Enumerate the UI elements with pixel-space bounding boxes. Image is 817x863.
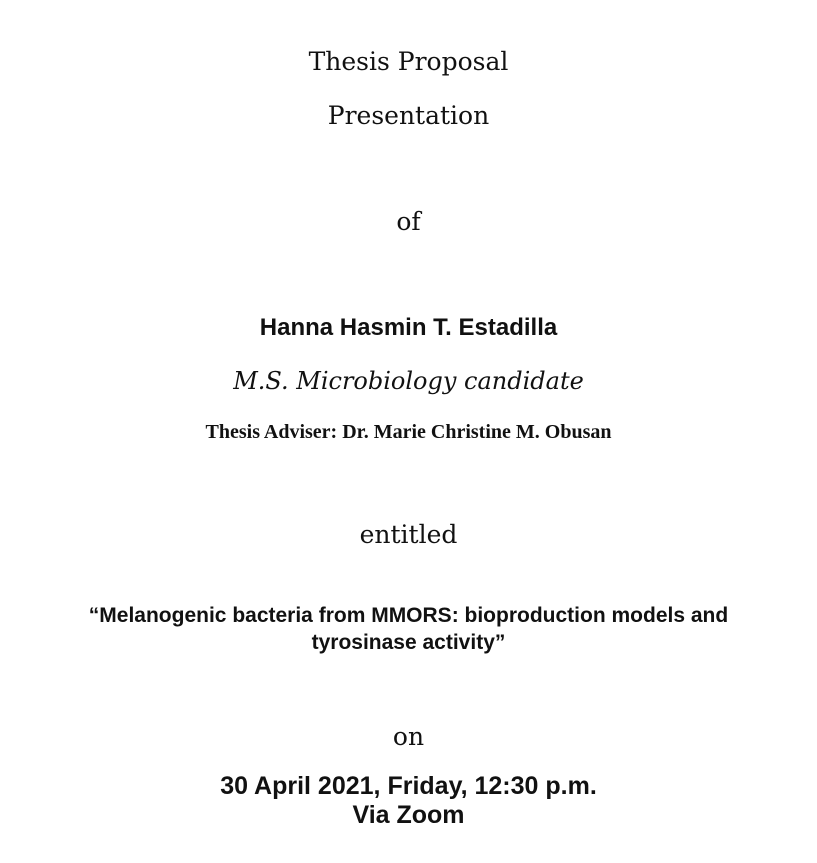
presentation-datetime: 30 April 2021, Friday, 12:30 p.m. <box>220 772 597 800</box>
connector-of: of <box>396 207 421 236</box>
heading-line-1: Thesis Proposal <box>308 47 509 76</box>
connector-on: on <box>392 722 425 751</box>
presentation-venue: Via Zoom <box>352 801 465 829</box>
thesis-adviser: Thesis Adviser: Dr. Marie Christine M. Obusan <box>205 421 612 443</box>
thesis-title: “Melanogenic bacteria from MMORS: bioproduction models and tyrosinase activity” <box>88 604 729 654</box>
presenter-program: M.S. Microbiology candidate <box>233 367 584 395</box>
connector-entitled: entitled <box>359 520 458 549</box>
heading-line-2: Presentation <box>327 101 490 130</box>
presenter-name: Hanna Hasmin T. Estadilla <box>259 314 558 341</box>
